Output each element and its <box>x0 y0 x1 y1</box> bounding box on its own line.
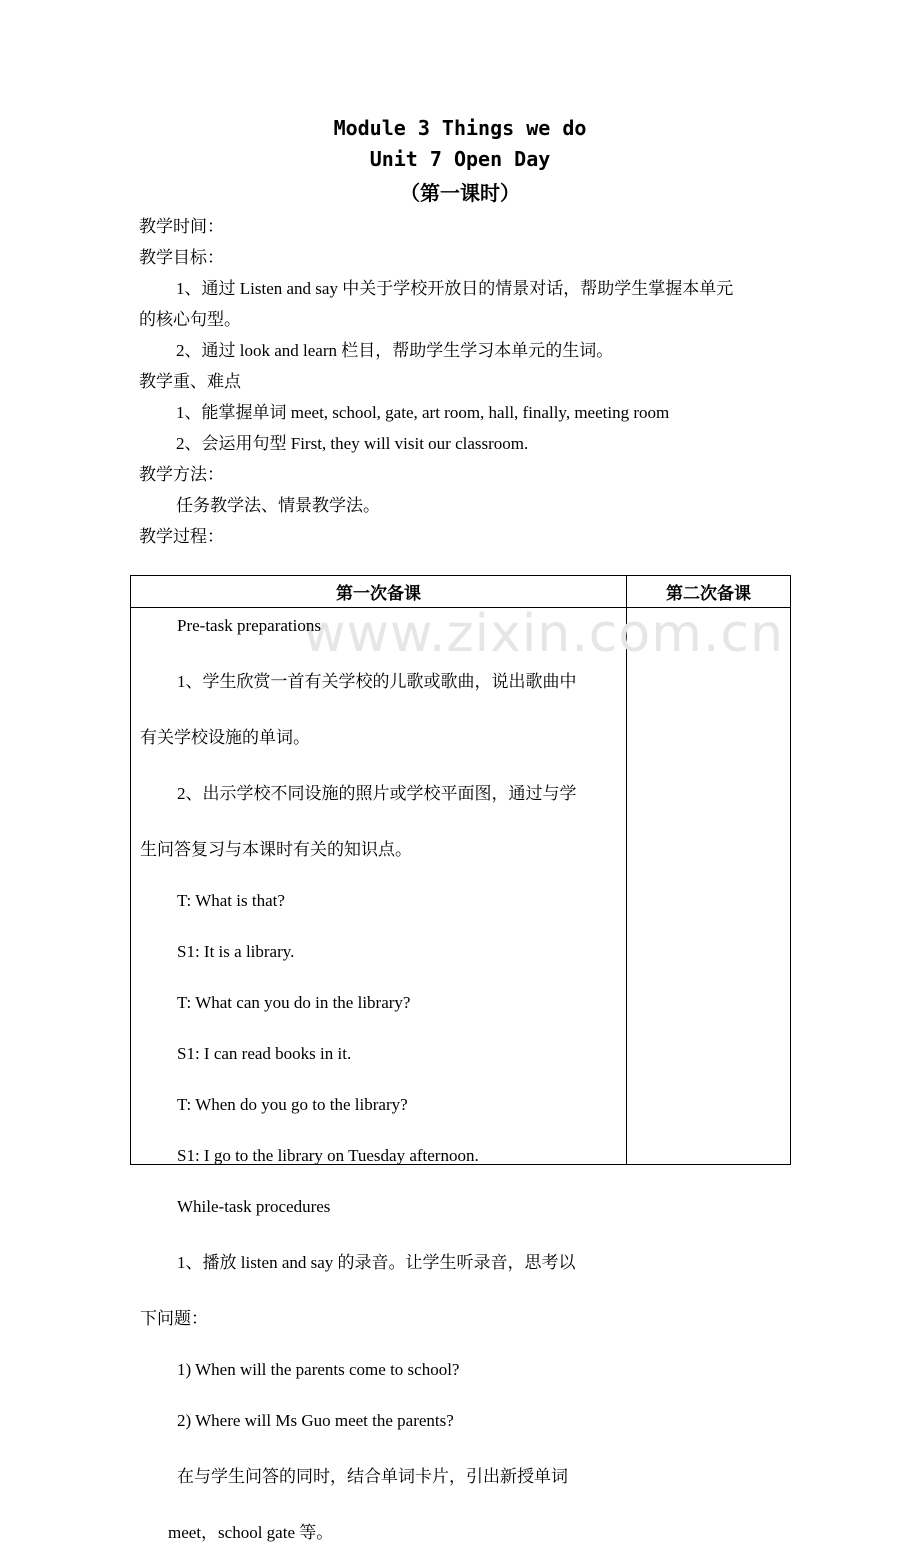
cell-line: 1) When will the parents come to school? <box>177 1360 460 1379</box>
key-points-label: 教学重、难点 <box>139 372 241 391</box>
lesson-plan-table <box>130 575 791 1542</box>
module-title: Module 3 Things we do <box>333 116 587 140</box>
teaching-goals-label: 教学目标： <box>139 248 224 267</box>
key-point-1: 1、能掌握单词 meet, school, gate, art room, hall, finally, meeting room <box>176 403 670 422</box>
cell-line: 2、出示学校不同设施的照片或学校平面图，通过与学 <box>177 784 577 803</box>
second-prep-header: 第二次备课 <box>627 576 791 608</box>
table-row <box>131 608 791 1165</box>
watermark: www.zixin.com.cn <box>303 604 784 664</box>
key-point-2: 2、会运用句型 First, they will visit our classroom. <box>176 434 529 453</box>
cell-line: T: What can you do in the library? <box>177 993 411 1012</box>
cell-line: S1: It is a library. <box>177 942 295 961</box>
cell-line: 1、播放 listen and say 的录音。让学生听录音，思考以 <box>177 1253 576 1272</box>
table-header-row <box>131 576 791 608</box>
lesson-period: （第一课时） <box>400 181 520 205</box>
cell-line: meet，school gate 等。 <box>168 1523 334 1542</box>
cell-line: 生问答复习与本课时有关的知识点。 <box>140 840 412 859</box>
unit-title: Unit 7 Open Day <box>369 147 551 171</box>
cell-line: T: When do you go to the library? <box>177 1095 408 1114</box>
teaching-method: 任务教学法、情景教学法。 <box>176 496 380 515</box>
cell-line: S1: I go to the library on Tuesday afternoon. <box>177 1146 479 1165</box>
goal-2: 2、通过 look and learn 栏目，帮助学生学习本单元的生词。 <box>176 341 614 360</box>
cell-line: 1、学生欣赏一首有关学校的儿歌或歌曲，说出歌曲中 <box>177 672 577 691</box>
cell-line: While-task procedures <box>177 1197 331 1216</box>
first-prep-cell <box>131 604 784 1542</box>
cell-line: 2) Where will Ms Guo meet the parents? <box>177 1411 454 1430</box>
cell-line: 下问题： <box>140 1309 208 1328</box>
teaching-process-label: 教学过程： <box>139 527 224 546</box>
first-prep-header: 第一次备课 <box>131 576 627 608</box>
teaching-method-label: 教学方法： <box>139 465 224 484</box>
cell-line: 在与学生问答的同时，结合单词卡片，引出新授单词 <box>177 1467 568 1486</box>
cell-line: S1: I can read books in it. <box>177 1044 352 1063</box>
cell-line: 有关学校设施的单词。 <box>140 728 310 747</box>
goal-1-line-1: 1、通过 Listen and say 中关于学校开放日的情景对话，帮助学生掌握本单元 <box>176 279 734 298</box>
cell-line: T: What is that? <box>177 891 285 910</box>
teaching-time-label: 教学时间： <box>139 217 224 236</box>
goal-1-line-2: 的核心句型。 <box>139 310 241 329</box>
cell-line: Pre-task preparations <box>177 616 321 635</box>
